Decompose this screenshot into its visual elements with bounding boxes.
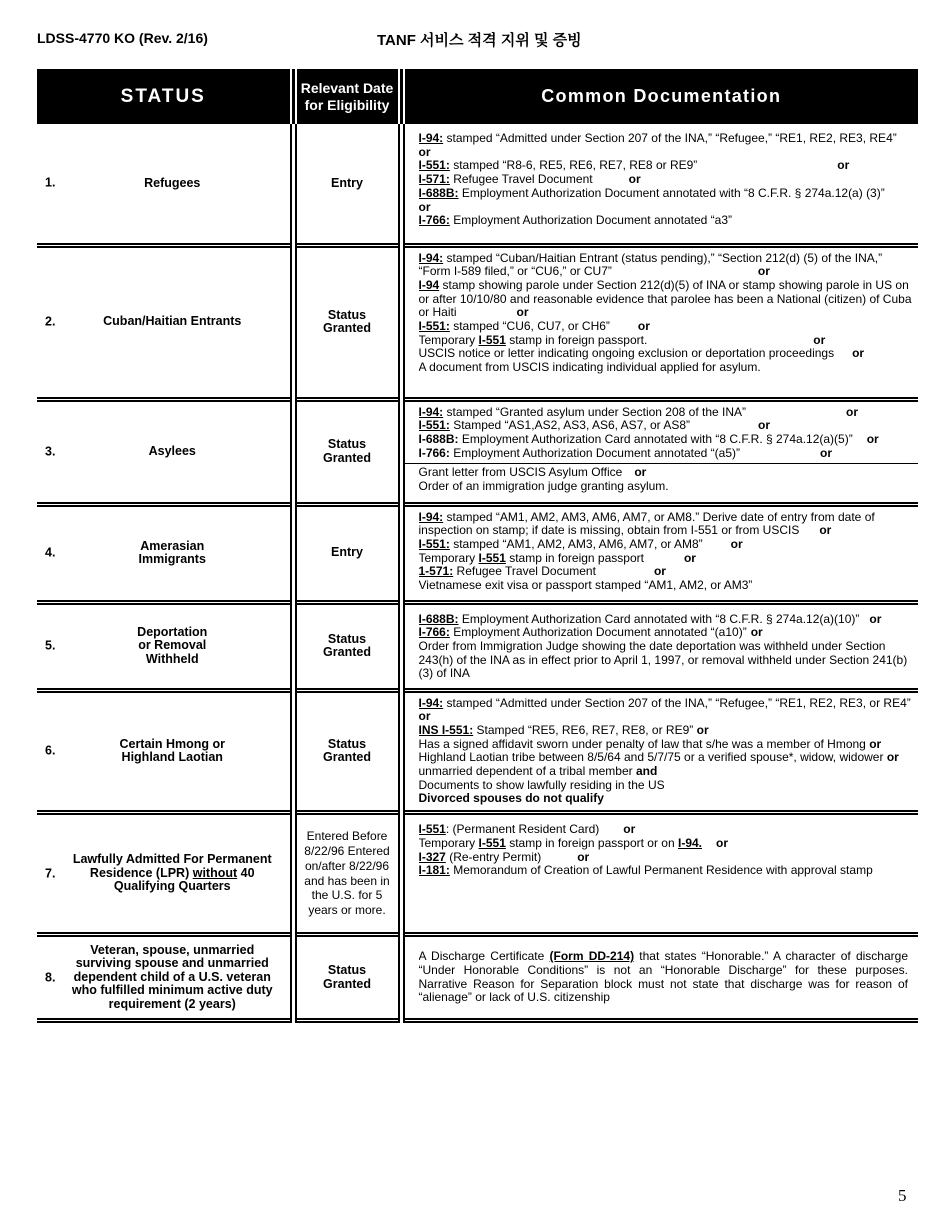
doc-line bbox=[419, 823, 915, 837]
doc-line bbox=[419, 433, 915, 447]
doc-line bbox=[419, 738, 915, 752]
doc-text: stamped “Granted asylum under Section 208 of the INA” bbox=[443, 405, 747, 419]
row-number: 7. bbox=[45, 865, 56, 880]
doc-text: Documents to show lawfully residing in the US bbox=[418, 778, 665, 792]
doc-text: stamped “AM1, AM2, AM3, AM6, AM7, or AM8” bbox=[449, 537, 703, 551]
doc-text: Highland Laotian tribe between 8/5/64 and 5/7/75 or a verified spouse*, widow, widower bbox=[418, 751, 884, 765]
doc-line bbox=[419, 837, 915, 851]
or-connector: or bbox=[813, 333, 826, 347]
documentation-cell bbox=[401, 124, 918, 245]
doc-line bbox=[419, 132, 915, 146]
doc-code: I-551: bbox=[418, 419, 450, 433]
doc-code: I-181: bbox=[418, 864, 450, 878]
doc-code: I-551: bbox=[418, 537, 450, 551]
row-number: 4. bbox=[45, 545, 56, 560]
doc-line bbox=[419, 640, 915, 681]
table-row bbox=[37, 602, 918, 690]
doc-code: I-94: bbox=[418, 251, 444, 265]
doc-code: I-94: bbox=[418, 405, 444, 419]
table-row bbox=[37, 124, 918, 245]
doc-code: I-766: bbox=[418, 446, 450, 460]
doc-line bbox=[419, 214, 915, 228]
documentation-cell bbox=[401, 399, 918, 504]
doc-line bbox=[419, 552, 915, 566]
documentation-cell bbox=[401, 690, 918, 813]
doc-text: Grant letter from USCIS Asylum Office bbox=[418, 465, 623, 480]
doc-line bbox=[419, 173, 915, 187]
status-label: Cuban/Haitian Entrants bbox=[103, 314, 242, 329]
doc-text: unmarried dependent of a tribal member bbox=[418, 765, 633, 779]
doc-code: I-551 bbox=[478, 333, 506, 347]
doc-line bbox=[419, 864, 915, 878]
status-label: Asylees bbox=[148, 443, 196, 458]
doc-line bbox=[419, 419, 915, 433]
doc-code: I-766: bbox=[418, 214, 450, 228]
or-connector: or bbox=[820, 446, 833, 460]
documentation-cell bbox=[401, 504, 918, 602]
doc-line bbox=[419, 765, 915, 779]
doc-line bbox=[419, 279, 915, 320]
documentation-cell bbox=[401, 935, 918, 1021]
doc-text: stamp in foreign passport bbox=[505, 551, 644, 565]
doc-code: INS I-551: bbox=[418, 723, 474, 737]
or-connector: or bbox=[869, 737, 882, 751]
date-header-line: for Eligibility bbox=[304, 96, 390, 113]
table-row bbox=[37, 690, 918, 813]
or-connector: or bbox=[846, 405, 859, 419]
date-value: Status Granted bbox=[323, 631, 371, 659]
status-label bbox=[37, 626, 290, 667]
status-label-text: 40 Qualifying Quarters bbox=[113, 865, 255, 894]
doc-code: I-571: bbox=[418, 173, 450, 187]
form-title: TANF 서비스 적격 지위 및 증빙 bbox=[377, 32, 582, 49]
page-header bbox=[37, 28, 917, 48]
status-label bbox=[37, 738, 290, 765]
or-connector: or bbox=[418, 709, 431, 724]
doc-prefix: Temporary bbox=[418, 836, 479, 850]
status-cell bbox=[37, 124, 293, 245]
doc-text: Employment Authorization Document annotated with “8 C.F.R. § 274a.12(a) (3)” bbox=[458, 186, 885, 200]
doc-text: stamped “R8-6, RE5, RE6, RE7, RE8 or RE9” bbox=[449, 159, 698, 173]
doc-text: Employment Authorization Card annotated with “8 C.F.R. § 274a.12(a)(10)” bbox=[458, 612, 860, 626]
or-connector: or bbox=[716, 836, 728, 850]
row-number: 8. bbox=[45, 969, 56, 984]
table-row bbox=[37, 813, 918, 935]
doc-line bbox=[419, 613, 915, 627]
date-value: Status Granted bbox=[323, 736, 371, 765]
doc-code: I-551: bbox=[418, 320, 450, 334]
or-connector: or bbox=[637, 320, 650, 334]
doc-prefix: Temporary bbox=[418, 333, 479, 347]
doc-text: USCIS notice or letter indicating ongoing exclusion or deportation proceedings bbox=[418, 347, 835, 361]
doc-line bbox=[419, 779, 915, 793]
status-cell bbox=[37, 504, 293, 602]
doc-text: Memorandum of Creation of Lawful Permanent Residence with approval stamp bbox=[449, 864, 873, 878]
date-cell bbox=[293, 690, 401, 813]
date-cell bbox=[293, 935, 401, 1021]
status-label: Veteran, spouse, unmarried surviving spouse and unmarried dependent child of a U.S. veteran who fulfilled minimum active duty requirement (2 years) bbox=[71, 942, 273, 1011]
doc-text: A document from USCIS indicating individual applied for asylum. bbox=[418, 361, 761, 375]
row-number: 3. bbox=[45, 443, 56, 458]
doc-prefix: Temporary bbox=[418, 551, 479, 565]
date-value: Status Granted bbox=[323, 307, 371, 335]
or-connector: or bbox=[837, 159, 850, 173]
table-row bbox=[37, 504, 918, 602]
status-label-text: Certain Hmong or Highland Laotian bbox=[119, 736, 226, 765]
status-cell bbox=[37, 935, 293, 1021]
status-cell bbox=[37, 690, 293, 813]
table-row bbox=[37, 935, 918, 1021]
or-connector: or bbox=[623, 823, 636, 837]
status-label-emphasis: without bbox=[192, 865, 238, 880]
or-connector: or bbox=[516, 305, 529, 320]
date-cell bbox=[293, 602, 401, 690]
doc-code: I-688B: bbox=[418, 432, 459, 446]
doc-line bbox=[419, 146, 915, 160]
status-label: Refugees bbox=[144, 175, 201, 190]
or-connector: or bbox=[730, 537, 743, 551]
doc-line bbox=[419, 724, 915, 738]
doc-text: Stamped “AS1,AS2, AS3, AS6, AS7, or AS8” bbox=[449, 419, 690, 433]
doc-line bbox=[419, 626, 915, 640]
row-number: 6. bbox=[45, 743, 56, 758]
table-header-row bbox=[37, 69, 918, 124]
date-cell: Entry bbox=[293, 504, 401, 602]
status-cell bbox=[37, 245, 293, 399]
doc-text: Order of an immigration judge granting asylum. bbox=[418, 480, 669, 494]
doc-text: Employment Authorization Document annotated “a3” bbox=[449, 214, 733, 228]
row-number: 1. bbox=[45, 175, 56, 190]
doc-line bbox=[419, 334, 915, 348]
status-label bbox=[37, 853, 290, 894]
doc-text: Vietnamese exit visa or passport stamped “AM1, AM2, or AM3” bbox=[418, 579, 753, 593]
or-connector: or bbox=[634, 465, 647, 480]
status-column-header: STATUS bbox=[37, 69, 293, 124]
status-label-text: Deportation or Removal Withheld bbox=[137, 624, 208, 666]
doc-line bbox=[419, 792, 915, 806]
doc-line bbox=[419, 697, 915, 724]
status-label-text: Amerasian Immigrants bbox=[138, 538, 206, 566]
or-connector: or bbox=[418, 200, 431, 214]
doc-prefix: A Discharge Certificate bbox=[418, 950, 550, 964]
status-cell bbox=[37, 813, 293, 935]
or-connector: or bbox=[696, 723, 709, 737]
status-label bbox=[37, 540, 290, 567]
eligibility-table bbox=[37, 69, 918, 1023]
doc-code: I-551 bbox=[478, 836, 506, 850]
doc-text: Refugee Travel Document bbox=[449, 173, 593, 187]
doc-code: I-94 bbox=[418, 278, 440, 292]
documentation-cell bbox=[401, 602, 918, 690]
table-row bbox=[37, 245, 918, 399]
doc-code: I-551 bbox=[418, 823, 446, 837]
doc-text: stamped “Admitted under Section 207 of the INA,” “Refugee,” “RE1, RE2, RE3, RE4” bbox=[443, 132, 897, 145]
or-connector: or bbox=[750, 626, 763, 640]
doc-line bbox=[419, 406, 915, 420]
doc-code: I-688B: bbox=[418, 186, 459, 200]
doc-text: Employment Authorization Document annotated “(a10)” bbox=[449, 626, 747, 640]
doc-line bbox=[419, 361, 915, 375]
and-connector: and bbox=[635, 765, 658, 779]
or-connector: or bbox=[577, 850, 590, 864]
doc-code: I-327 bbox=[418, 850, 446, 864]
doc-code: I-94. bbox=[677, 836, 702, 850]
documentation-cell bbox=[401, 813, 918, 935]
date-cell bbox=[293, 813, 401, 935]
date-value: Status Granted bbox=[323, 437, 371, 465]
doc-text: Stamped “RE5, RE6, RE7, RE8, or RE9” bbox=[473, 723, 694, 737]
status-label-text: Lawfully Admitted For Permanent Residence (LPR) bbox=[72, 852, 272, 880]
doc-line bbox=[419, 751, 915, 765]
doc-emphasis: Divorced spouses do not qualify bbox=[418, 792, 604, 806]
doc-line bbox=[419, 320, 915, 334]
date-value: Status Granted bbox=[323, 963, 371, 991]
doc-line bbox=[419, 950, 909, 1005]
doc-text: stamp showing parole under Section 212(d)(5) of INA or stamp showing parole in US on or after 10/10/80 and reasonable evidence that parolee has been a National (citizen) of Cuba or Haiti bbox=[418, 278, 912, 320]
doc-text: that states “Honorable.” A character of discharge “Under Honorable Conditions” is not an “Honorable Discharge” for these purposes. Narrative Reason for Separation block must not state that discharge was for reason of “alienage” or lack of U.S. citizenship bbox=[418, 950, 908, 1005]
doc-code: I-94: bbox=[418, 696, 444, 710]
doc-code: I-551: bbox=[418, 159, 450, 173]
doc-line bbox=[405, 463, 919, 480]
doc-line bbox=[419, 480, 915, 494]
documentation-column-header: Common Documentation bbox=[401, 69, 918, 124]
doc-text: stamped “Cuban/Haitian Entrant (status pending),” “Section 212(d) (5) of the INA,” “Form I-589 filed,” or “CU6,” or CU7” bbox=[418, 251, 883, 279]
doc-code: I-688B: bbox=[418, 612, 459, 626]
or-connector: or bbox=[886, 751, 899, 765]
or-connector: or bbox=[653, 565, 666, 579]
doc-line bbox=[419, 187, 915, 201]
doc-text: Has a signed affidavit sworn under penalty of law that s/he was a member of Hmong bbox=[418, 737, 866, 751]
form-id: LDSS-4770 KO (Rev. 2/16) bbox=[37, 30, 208, 46]
doc-text: (Re-entry Permit) bbox=[445, 850, 542, 864]
or-connector: or bbox=[757, 264, 770, 279]
date-header-line: Relevant Date bbox=[300, 79, 394, 96]
doc-code: I-94: bbox=[418, 510, 444, 524]
doc-line bbox=[419, 511, 915, 538]
doc-code: (Form DD-214) bbox=[549, 950, 635, 964]
date-cell bbox=[293, 399, 401, 504]
or-connector: or bbox=[852, 347, 865, 361]
doc-code: I-551 bbox=[478, 551, 506, 565]
doc-line bbox=[419, 201, 915, 215]
doc-line bbox=[419, 347, 915, 361]
doc-line bbox=[419, 579, 915, 593]
doc-line bbox=[419, 252, 915, 279]
doc-text: : (Permanent Resident Card) bbox=[445, 823, 600, 837]
date-value: Entered Before 8/22/96 Entered on/after 8/22/96 and has been in the U.S. for 5 years or more. bbox=[304, 829, 390, 918]
doc-text: stamped “Admitted under Section 207 of the INA,” “Refugee,” “RE1, RE2, RE3, or RE4” bbox=[443, 696, 911, 710]
doc-text: stamp in foreign passport or on bbox=[505, 836, 678, 850]
date-column-header bbox=[293, 69, 401, 124]
doc-code: I-94: bbox=[418, 132, 444, 145]
status-cell bbox=[37, 602, 293, 690]
doc-text: stamped “CU6, CU7, or CH6” bbox=[449, 320, 610, 334]
row-number: 2. bbox=[45, 314, 56, 329]
doc-text: Employment Authorization Document annotated “(a5)” bbox=[449, 446, 741, 460]
doc-line bbox=[419, 447, 915, 461]
table-row bbox=[37, 399, 918, 504]
row-number: 5. bbox=[45, 638, 56, 653]
or-connector: or bbox=[819, 523, 832, 538]
date-cell: Entry bbox=[293, 124, 401, 245]
doc-line bbox=[419, 538, 915, 552]
or-connector: or bbox=[628, 173, 641, 187]
doc-text: Refugee Travel Document bbox=[453, 565, 596, 579]
status-cell bbox=[37, 399, 293, 504]
doc-line bbox=[419, 851, 915, 865]
doc-text: Employment Authorization Card annotated with “8 C.F.R. § 274a.12(a)(5)” bbox=[458, 432, 853, 446]
doc-line bbox=[419, 159, 915, 173]
doc-code: 1-571: bbox=[418, 565, 454, 579]
doc-code: I-766: bbox=[418, 626, 450, 640]
doc-line bbox=[419, 565, 915, 579]
doc-text: stamp in foreign passport. bbox=[505, 333, 648, 347]
or-connector: or bbox=[869, 612, 882, 626]
doc-text: Order from Immigration Judge showing the date deportation was withheld under Section 243(h) of the INA as in effect prior to April 1, 1997, or removal withheld under Section 241(b)(3) of INA bbox=[418, 639, 908, 681]
or-connector: or bbox=[866, 432, 879, 446]
or-connector: or bbox=[683, 551, 696, 565]
page-number: 5 bbox=[898, 1186, 907, 1205]
or-connector: or bbox=[758, 419, 770, 433]
date-cell bbox=[293, 245, 401, 399]
or-connector: or bbox=[418, 145, 431, 159]
doc-text: stamped “AM1, AM2, AM3, AM6, AM7, or AM8.” Derive date of entry from date of inspection on stamp; if date is missing, obtain from I-551 or from USCIS bbox=[418, 510, 875, 538]
documentation-cell bbox=[401, 245, 918, 399]
